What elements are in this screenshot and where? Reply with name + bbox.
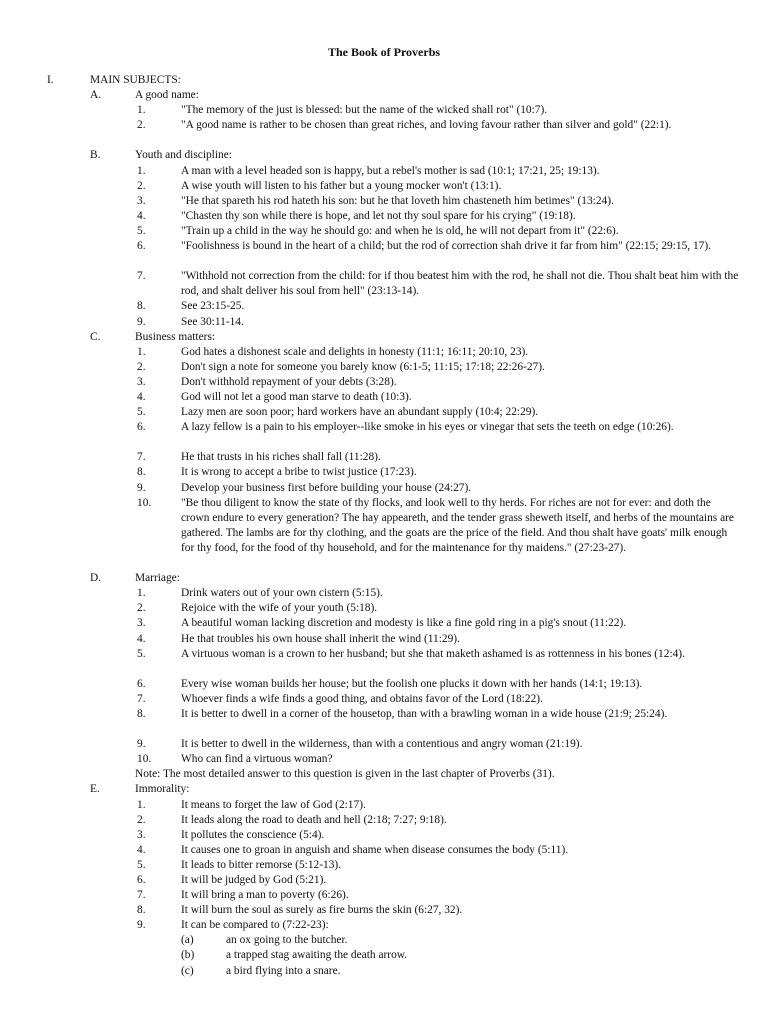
subsection-title: Marriage: <box>135 572 180 585</box>
item-number: 2. <box>137 179 146 192</box>
item-text: It will burn the soul as surely as fire burns the skin (6:27, 32). <box>181 904 463 917</box>
item-number: 6. <box>137 240 146 253</box>
item-number: 1. <box>137 164 146 177</box>
item-text: It pollutes the conscience (5:4). <box>181 828 325 841</box>
list-item <box>0 677 768 692</box>
list-item <box>0 918 768 933</box>
list-item <box>0 616 768 631</box>
list-item <box>0 360 768 375</box>
item-text: Lazy men are soon poor; hard workers have an abundant supply (10:4; 22:29). <box>181 406 539 419</box>
sub-list-item <box>0 964 768 979</box>
list-item <box>0 315 768 330</box>
item-text: It will bring a man to poverty (6:26). <box>181 889 349 902</box>
item-text: Don't withhold repayment of your debts (3:28). <box>181 375 397 388</box>
list-item <box>0 858 768 873</box>
list-item <box>0 798 768 813</box>
item-number: 5. <box>137 647 146 660</box>
item-number: 10. <box>137 753 152 766</box>
list-item <box>0 465 768 480</box>
item-text: Every wise woman builds her house; but the foolish one plucks it down with her hands (14:1; 19:13). <box>181 677 643 690</box>
item-number: 7. <box>137 889 146 902</box>
item-number: 7. <box>137 270 146 283</box>
item-text: He that trusts in his riches shall fall (11:28). <box>181 451 381 464</box>
list-item <box>0 405 768 420</box>
item-text: It is better to dwell in the wilderness, than with a contentious and angry woman (21:19). <box>181 738 583 751</box>
item-number: 4. <box>137 632 146 645</box>
item-number: 4. <box>137 209 146 222</box>
item-text: "He that spareth his rod hateth his son: but he that loveth him chasteneth him betimes" (13:24). <box>181 194 614 207</box>
item-text: "A good name is rather to be chosen than great riches, and loving favour rather than silver and gold" (22:1). <box>181 119 672 132</box>
item-text: "Train up a child in the way he should go: and when he is old, he will not depart from it" (22:6). <box>181 224 619 237</box>
item-text: Develop your business first before building your house (24:27). <box>181 481 472 494</box>
item-text: "Chasten thy son while there is hope, and let not thy soul spare for his crying" (19:18). <box>181 209 576 222</box>
item-text: God hates a dishonest scale and delights in honesty (11:1; 16:11; 20:10, 23). <box>181 345 529 358</box>
section-heading <box>0 73 768 88</box>
list-item <box>0 873 768 888</box>
item-number: 3. <box>137 194 146 207</box>
sub-item-label: (b) <box>181 949 195 962</box>
list-item <box>0 299 768 314</box>
list-item <box>0 420 768 450</box>
item-number: 10. <box>137 496 152 509</box>
section-title: MAIN SUBJECTS: <box>90 74 181 86</box>
list-item <box>0 118 768 148</box>
subsection-title: Youth and discipline: <box>135 149 232 162</box>
list-item <box>0 164 768 179</box>
item-number: 8. <box>137 904 146 917</box>
subsection-heading-c <box>0 330 768 345</box>
item-number: 8. <box>137 300 146 313</box>
sub-list-item <box>0 933 768 948</box>
list-item <box>0 828 768 843</box>
list-item <box>0 103 768 118</box>
subsection-label: C. <box>90 330 101 343</box>
item-number: 7. <box>137 451 146 464</box>
sub-list-item <box>0 948 768 963</box>
list-item <box>0 601 768 616</box>
item-number: 9. <box>137 481 146 494</box>
list-item <box>0 390 768 405</box>
sub-item-text: a bird flying into a snare. <box>226 964 341 977</box>
sub-item-label: (c) <box>181 964 194 977</box>
list-item <box>0 903 768 918</box>
sub-item-text: a trapped stag awaiting the death arrow. <box>226 949 408 962</box>
item-text: It will be judged by God (5:21). <box>181 874 327 886</box>
item-text: A lazy fellow is a pain to his employer--like smoke in his eyes or vinegar that sets the teeth on edge (10:26). <box>181 421 674 434</box>
list-item <box>0 737 768 752</box>
item-text: Rejoice with the wife of your youth (5:18). <box>181 602 378 615</box>
list-item <box>0 450 768 465</box>
item-text: See 23:15-25. <box>181 300 245 313</box>
list-item <box>0 692 768 707</box>
item-text: Who can find a virtuous woman? <box>181 753 333 766</box>
document-title: The Book of Proverbs <box>327 45 441 59</box>
item-text: Whoever finds a wife finds a good thing, and obtains favor of the Lord (18:22). <box>181 692 543 705</box>
item-number: 2. <box>137 602 146 615</box>
item-text: Drink waters out of your own cistern (5:15). <box>181 587 383 600</box>
item-number: 5. <box>137 858 146 871</box>
item-number: 9. <box>137 315 146 328</box>
list-item <box>0 194 768 209</box>
item-text: Don't sign a note for someone you barely know (6:1-5; 11:15; 17:18; 22:26-27). <box>181 360 545 373</box>
item-number: 6. <box>137 677 146 690</box>
item-text: He that troubles his own house shall inherit the wind (11:29). <box>181 632 460 645</box>
item-text: It causes one to groan in anguish and shame when disease consumes the body (5:11). <box>181 843 569 856</box>
item-text: It can be compared to (7:22-23): <box>181 919 329 932</box>
item-number: 3. <box>137 617 146 630</box>
sub-item-label: (a) <box>181 934 194 947</box>
item-text: A man with a level headed son is happy, but a rebel's mother is sad (10:1; 17:21, 25; 19:13). <box>181 164 600 177</box>
item-text: It is better to dwell in a corner of the housetop, than with a brawling woman in a wide house (21:9; 25:24). <box>181 707 668 720</box>
subsection-heading-a <box>0 88 768 103</box>
subsection-label: B. <box>90 149 101 162</box>
item-text: "Withhold not correction from the child: for if thou beatest him with the rod, he shall not die. Thou shalt beat him with the rod, and shalt deliver his soul from hell" (23:13-14). <box>181 270 739 298</box>
list-item <box>0 586 768 601</box>
item-number: 6. <box>137 421 146 434</box>
item-number: 6. <box>137 874 146 886</box>
list-item <box>0 813 768 828</box>
subsection-title: Business matters: <box>135 330 216 343</box>
subsection-heading-d <box>0 571 768 586</box>
list-item <box>0 481 768 496</box>
item-text: It leads along the road to death and hell (2:18; 7:27; 9:18). <box>181 813 447 826</box>
item-number: 3. <box>137 828 146 841</box>
item-text: See 30:11-14. <box>181 315 244 328</box>
list-item <box>0 224 768 239</box>
subsection-title: Immorality: <box>135 783 190 796</box>
list-item <box>0 888 768 903</box>
item-number: 9. <box>137 738 146 751</box>
list-item <box>0 496 768 572</box>
list-item <box>0 843 768 858</box>
section-label: I. <box>47 74 54 86</box>
subsection-title: A good name: <box>135 89 199 102</box>
item-number: 1. <box>137 798 146 811</box>
item-number: 1. <box>137 587 146 600</box>
item-text: God will not let a good man starve to death (10:3). <box>181 390 412 403</box>
item-number: 5. <box>137 224 146 237</box>
list-item <box>0 269 768 299</box>
subsection-heading-e <box>0 782 768 797</box>
list-item <box>0 239 768 269</box>
list-item <box>0 209 768 224</box>
item-number: 8. <box>137 707 146 720</box>
item-number: 1. <box>137 345 146 358</box>
subsection-label: E. <box>90 783 100 796</box>
item-number: 7. <box>137 692 146 705</box>
item-number: 9. <box>137 919 146 932</box>
list-item <box>0 707 768 737</box>
item-number: 4. <box>137 390 146 403</box>
note <box>0 767 768 782</box>
item-text: A virtuous woman is a crown to her husband; but she that maketh ashamed is as rottenness in his bones (12:4). <box>181 647 685 660</box>
subsection-heading-b <box>0 148 768 163</box>
item-text: It leads to bitter remorse (5:12-13). <box>181 858 342 871</box>
item-number: 5. <box>137 406 146 419</box>
item-text: It means to forget the law of God (2:17). <box>181 798 366 811</box>
list-item <box>0 179 768 194</box>
outline <box>0 73 768 979</box>
list-item <box>0 632 768 647</box>
item-text: "The memory of the just is blessed: but the name of the wicked shall rot" (10:7). <box>181 104 548 117</box>
list-item <box>0 752 768 767</box>
item-number: 2. <box>137 813 146 826</box>
list-item <box>0 345 768 360</box>
list-item <box>0 647 768 677</box>
item-text: A beautiful woman lacking discretion and modesty is like a fine gold ring in a pig's snout (11:22). <box>181 617 627 630</box>
item-text: A wise youth will listen to his father but a young mocker won't (13:1). <box>181 179 502 192</box>
list-item <box>0 375 768 390</box>
subsection-label: D. <box>90 572 102 585</box>
item-number: 1. <box>137 104 146 117</box>
subsection-label: A. <box>90 89 102 102</box>
item-number: 2. <box>137 119 146 132</box>
item-number: 4. <box>137 843 146 856</box>
sub-item-text: an ox going to the butcher. <box>226 934 348 947</box>
item-text: "Foolishness is bound in the heart of a child; but the rod of correction shah drive it far from him" (22:15; 29:15, 17). <box>181 240 712 253</box>
note-text: Note: The most detailed answer to this question is given in the last chapter of Proverbs (31). <box>135 768 555 781</box>
item-text: It is wrong to accept a bribe to twist justice (17:23). <box>181 466 417 479</box>
item-number: 8. <box>137 466 146 479</box>
item-number: 3. <box>137 375 146 388</box>
item-text: "Be thou diligent to know the state of thy flocks, and look well to thy herds. For riches are not for ever: and doth the crown endure to every generation? The hay appeareth, and the tender grass sheweth itself, and herbs of the mountains are gathered. The lambs are for thy clothing, and the goats are the price of the field. And thou shalt have goats' milk enough for thy food, for the food of thy household, and for the maintenance for thy maidens." (27:23-27). <box>181 496 734 554</box>
item-number: 2. <box>137 360 146 373</box>
